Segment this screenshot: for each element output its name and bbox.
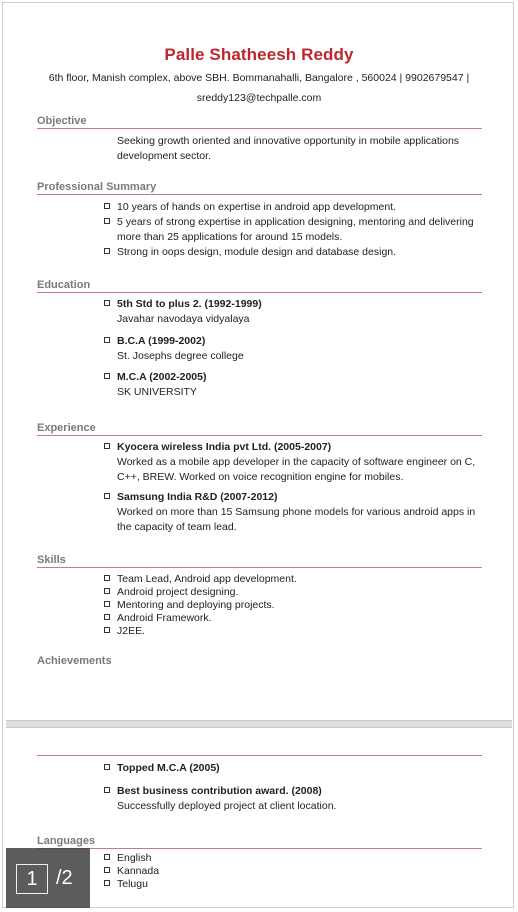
summary-heading: Professional Summary bbox=[37, 181, 157, 193]
list-item: Mentoring and deploying projects. bbox=[117, 599, 477, 612]
checkbox-bullet-icon bbox=[104, 627, 110, 633]
entry-detail: Javahar navodaya vidyalaya bbox=[117, 313, 250, 325]
objective-text: Seeking growth oriented and innovative opportunity in mobile applications development sector. bbox=[117, 135, 460, 162]
contact-info bbox=[40, 68, 478, 108]
objective-heading: Objective bbox=[37, 115, 87, 127]
page-indicator[interactable] bbox=[6, 848, 90, 908]
contact-line-1: 6th floor, Manish complex, above SBH. Bommanahalli, Bangalore , 560024 | 9902679547 | bbox=[48, 72, 470, 84]
checkbox-bullet-icon bbox=[104, 614, 110, 620]
entry-title: Samsung India R&D (2007-2012) bbox=[117, 490, 477, 505]
checkbox-bullet-icon bbox=[104, 854, 110, 860]
checkbox-bullet-icon bbox=[104, 601, 110, 607]
entry-title: Kyocera wireless India pvt Ltd. (2005-2007) bbox=[117, 440, 477, 455]
entry-title: M.C.A (2002-2005) bbox=[117, 370, 477, 385]
experience-entry-2 bbox=[117, 490, 477, 535]
page-break bbox=[6, 720, 512, 728]
entry-detail: Successfully deployed project at client location. bbox=[117, 800, 337, 812]
checkbox-bullet-icon bbox=[104, 493, 110, 499]
entry-title: 5th Std to plus 2. (1992-1999) bbox=[117, 297, 477, 312]
checkbox-bullet-icon bbox=[104, 588, 110, 594]
education-heading: Education bbox=[37, 279, 91, 291]
entry-detail: SK UNIVERSITY bbox=[117, 386, 197, 398]
education-rule bbox=[37, 292, 482, 293]
list-item: Team Lead, Android app development. bbox=[117, 573, 477, 586]
list-item: Strong in oops design, module design and database design. bbox=[117, 245, 477, 260]
languages-list bbox=[117, 852, 477, 891]
entry-detail: Worked as a mobile app developer in the capacity of software engineer on C, C++, BREW. Worked on voice recognition engine for mobiles. bbox=[117, 456, 476, 483]
education-entry-1 bbox=[117, 297, 477, 327]
checkbox-bullet-icon bbox=[104, 867, 110, 873]
checkbox-bullet-icon bbox=[104, 373, 110, 379]
entry-detail: St. Josephs degree college bbox=[117, 350, 244, 362]
list-item: Telugu bbox=[117, 878, 477, 891]
list-item: Android project designing. bbox=[117, 586, 477, 599]
skills-heading: Skills bbox=[37, 554, 66, 566]
checkbox-bullet-icon bbox=[104, 575, 110, 581]
list-item: Kannada bbox=[117, 865, 477, 878]
experience-entry-1 bbox=[117, 440, 477, 485]
checkbox-bullet-icon bbox=[104, 248, 110, 254]
checkbox-bullet-icon bbox=[104, 764, 110, 770]
checkbox-bullet-icon bbox=[104, 787, 110, 793]
current-page-number[interactable]: 1 bbox=[16, 864, 48, 894]
achievement-entry-2 bbox=[117, 784, 477, 814]
entry-title: Best business contribution award. (2008) bbox=[117, 784, 477, 799]
list-item: 5 years of strong expertise in application designing, mentoring and delivering more than 25 applications for around 15 models. bbox=[117, 215, 477, 245]
skills-rule bbox=[37, 567, 482, 568]
list-item: English bbox=[117, 852, 477, 865]
objective-rule bbox=[37, 128, 482, 129]
total-pages: /2 bbox=[56, 867, 73, 889]
checkbox-bullet-icon bbox=[104, 300, 110, 306]
entry-title: Topped M.C.A (2005) bbox=[117, 761, 477, 776]
summary-rule bbox=[37, 194, 482, 195]
list-item: 10 years of hands on expertise in android app development. bbox=[117, 200, 477, 215]
education-entry-3 bbox=[117, 370, 477, 400]
entry-title: B.C.A (1999-2002) bbox=[117, 334, 477, 349]
education-entry-2 bbox=[117, 334, 477, 364]
achievement-entry-1 bbox=[117, 761, 477, 776]
skills-list bbox=[117, 573, 477, 638]
contact-line-2: sreddy123@techpalle.com bbox=[196, 92, 322, 104]
checkbox-bullet-icon bbox=[104, 337, 110, 343]
candidate-name: Palle Shatheesh Reddy bbox=[164, 45, 354, 64]
achievements-heading: Achievements bbox=[37, 655, 112, 667]
achievements-rule bbox=[37, 755, 482, 756]
list-item: Android Framework. bbox=[117, 612, 477, 625]
entry-detail: Worked on more than 15 Samsung phone models for various android apps in the capacity of team lead. bbox=[117, 506, 476, 533]
summary-list bbox=[117, 200, 477, 260]
languages-rule bbox=[37, 848, 482, 849]
experience-heading: Experience bbox=[37, 422, 96, 434]
checkbox-bullet-icon bbox=[104, 218, 110, 224]
list-item: J2EE. bbox=[117, 625, 477, 638]
checkbox-bullet-icon bbox=[104, 203, 110, 209]
languages-heading: Languages bbox=[37, 835, 96, 847]
checkbox-bullet-icon bbox=[104, 443, 110, 449]
experience-rule bbox=[37, 435, 482, 436]
checkbox-bullet-icon bbox=[104, 880, 110, 886]
